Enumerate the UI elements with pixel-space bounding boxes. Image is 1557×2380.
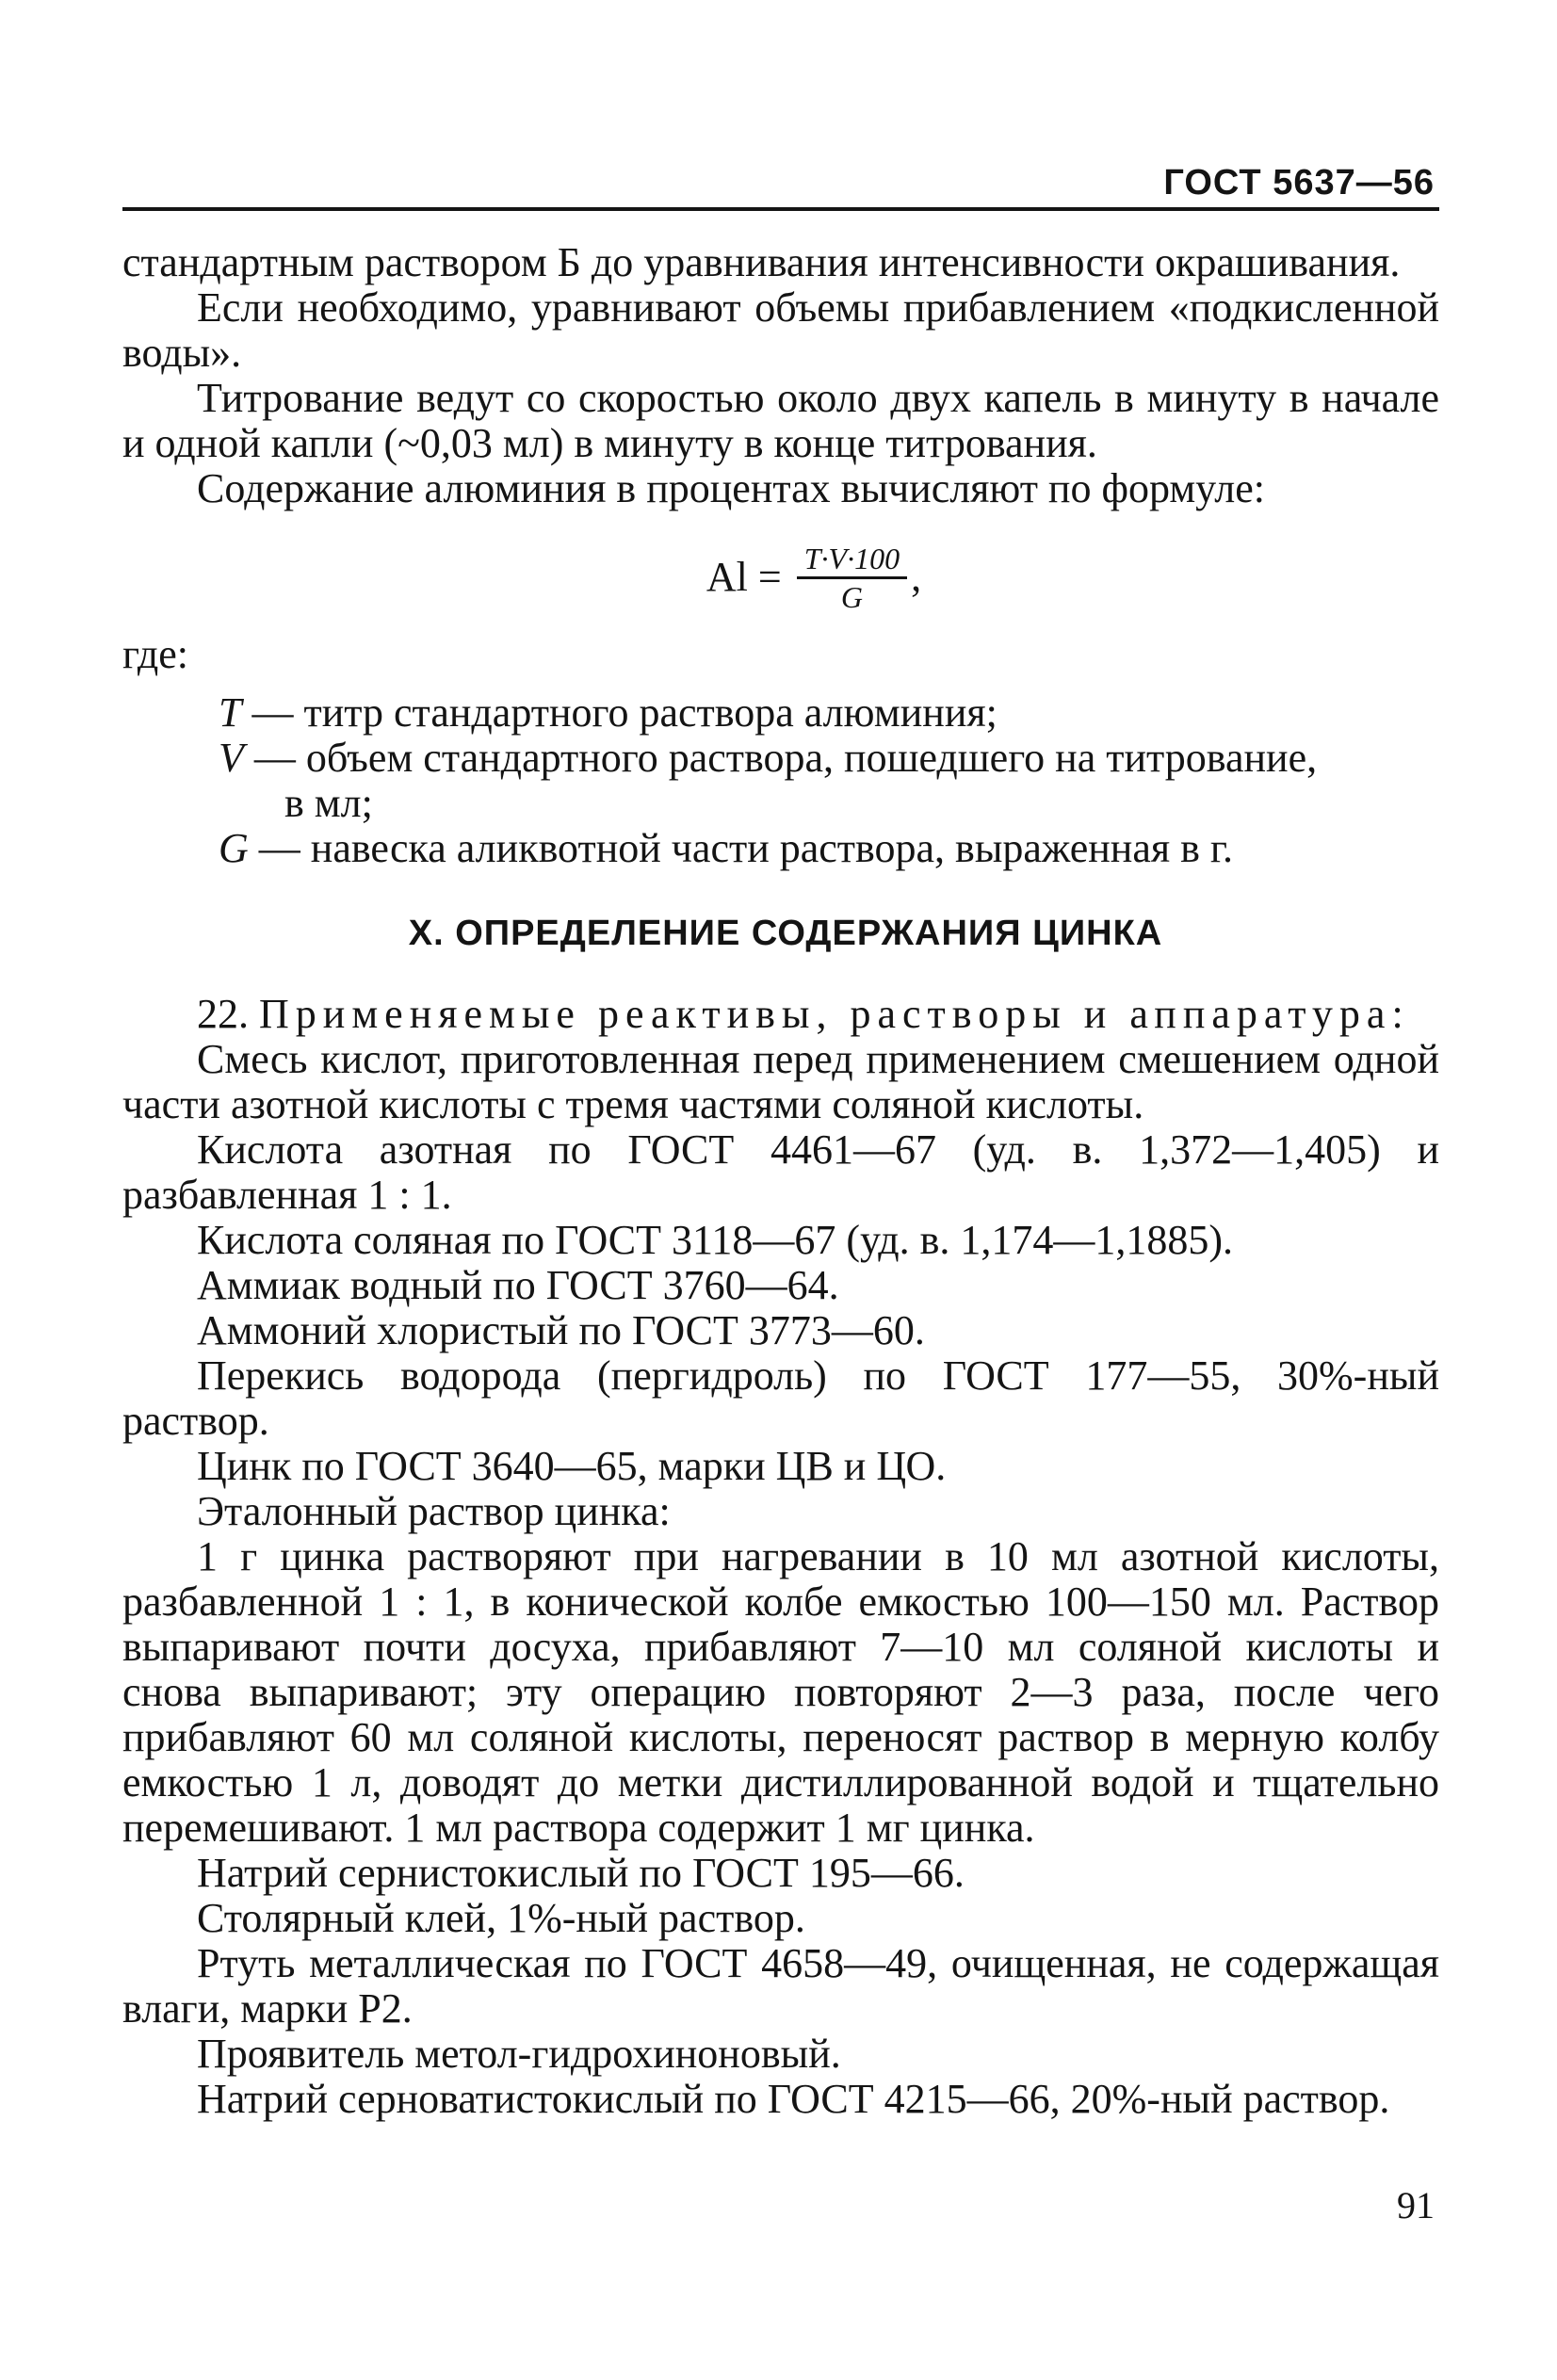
paragraph: Натрий серноватистокислый по ГОСТ 4215—66, 20%-ный раствор. — [197, 2076, 1390, 2122]
paragraph: Проявитель метол-гидрохиноновый. — [197, 2031, 841, 2077]
formula-numerator: T·V·100 — [797, 541, 907, 579]
formula-fraction — [797, 541, 907, 615]
definition-continuation: в мл; — [284, 780, 373, 826]
paragraph: Аммиак водный по ГОСТ 3760—64. — [197, 1262, 839, 1308]
item-22-heading — [122, 992, 1439, 1037]
definition-text: — навеска аликвотной части раствора, выраженная в г. — [248, 825, 1233, 871]
definition-text: — титр стандартного раствора алюминия; — [241, 689, 997, 736]
paragraph: Эталонный раствор цинка: — [197, 1488, 671, 1534]
header-rule — [122, 207, 1439, 211]
paragraph: стандартным раствором Б до уравнивания интенсивности окрашивания. — [122, 239, 1401, 285]
formula-tail: , — [911, 554, 922, 600]
definition-item — [219, 690, 1439, 736]
definition-symbol: V — [219, 735, 244, 781]
paragraph: Кислота соляная по ГОСТ 3118—67 (уд. в. 1,174—1,1885). — [197, 1217, 1234, 1263]
aluminium-formula — [188, 525, 1439, 630]
paragraph: Смесь кислот, приготовленная перед применением смешением одной части азотной кислоты с тремя частями соляной кислоты. — [122, 1036, 1439, 1127]
paragraph: Ртуть металлическая по ГОСТ 4658—49, очищенная, не содержащая влаги, марки Р2. — [122, 1940, 1439, 2032]
paragraph: 1 г цинка растворяют при нагревании в 10 мл азотной кислоты, разбавленной 1 : 1, в конической колбе емкостью 100—150 мл. Раствор выпаривают почти досуха, прибавляют 7—10 мл соляной кислоты и снова выпаривают; эту операцию повторяют 2—3 раза, после чего прибавляют 60 мл соляной кислоты, переносят раствор в мерную колбу емкостью 1 л, доводят до метки дистиллированной водой и тщательно перемешивают. 1 мл раствора содержит 1 мг цинка. — [122, 1533, 1439, 1851]
definition-symbol: G — [219, 825, 249, 871]
paragraph: Цинк по ГОСТ 3640—65, марки ЦВ и ЦО. — [197, 1443, 947, 1489]
paragraph: Содержание алюминия в процентах вычисляют по формуле: — [197, 465, 1265, 511]
item-title: Применяемые реактивы, растворы и аппаратура: — [259, 991, 1410, 1037]
formula-denominator: G — [840, 579, 863, 614]
definition-text: — объем стандартного раствора, пошедшего на титрование, — [243, 735, 1318, 781]
paragraph: Перекись водорода (пергидроль) по ГОСТ 177—55, 30%-ный раствор. — [122, 1352, 1439, 1444]
where-label: где: — [122, 631, 188, 677]
definition-item — [219, 736, 1439, 826]
definitions-list — [219, 690, 1439, 871]
paragraph: Если необходимо, уравнивают объемы прибавлением «подкисленной воды». — [122, 284, 1439, 376]
definition-item — [219, 826, 1439, 871]
section-title: X. ОПРЕДЕЛЕНИЕ СОДЕРЖАНИЯ ЦИНКА — [408, 914, 1163, 953]
item-number: 22. — [197, 991, 259, 1037]
definition-symbol: T — [219, 689, 242, 736]
paragraph: Натрий сернистокислый по ГОСТ 195—66. — [197, 1850, 965, 1896]
paragraph: Титрование ведут со скоростью около двух капель в минуту в начале и одной капли (~0,03 мл) в минуту в конце титрования. — [122, 375, 1439, 466]
paragraph: Столярный клей, 1%-ный раствор. — [197, 1895, 805, 1941]
paragraph: Аммоний хлористый по ГОСТ 3773—60. — [197, 1307, 925, 1353]
page-body — [122, 240, 1439, 2122]
page-number: 91 — [1397, 2184, 1435, 2226]
standard-number-header: ГОСТ 5637—56 — [1163, 163, 1435, 202]
paragraph: Кислота азотная по ГОСТ 4461—67 (уд. в. 1,372—1,405) и разбавленная 1 : 1. — [122, 1126, 1439, 1218]
formula-lhs: Al = — [706, 554, 782, 600]
